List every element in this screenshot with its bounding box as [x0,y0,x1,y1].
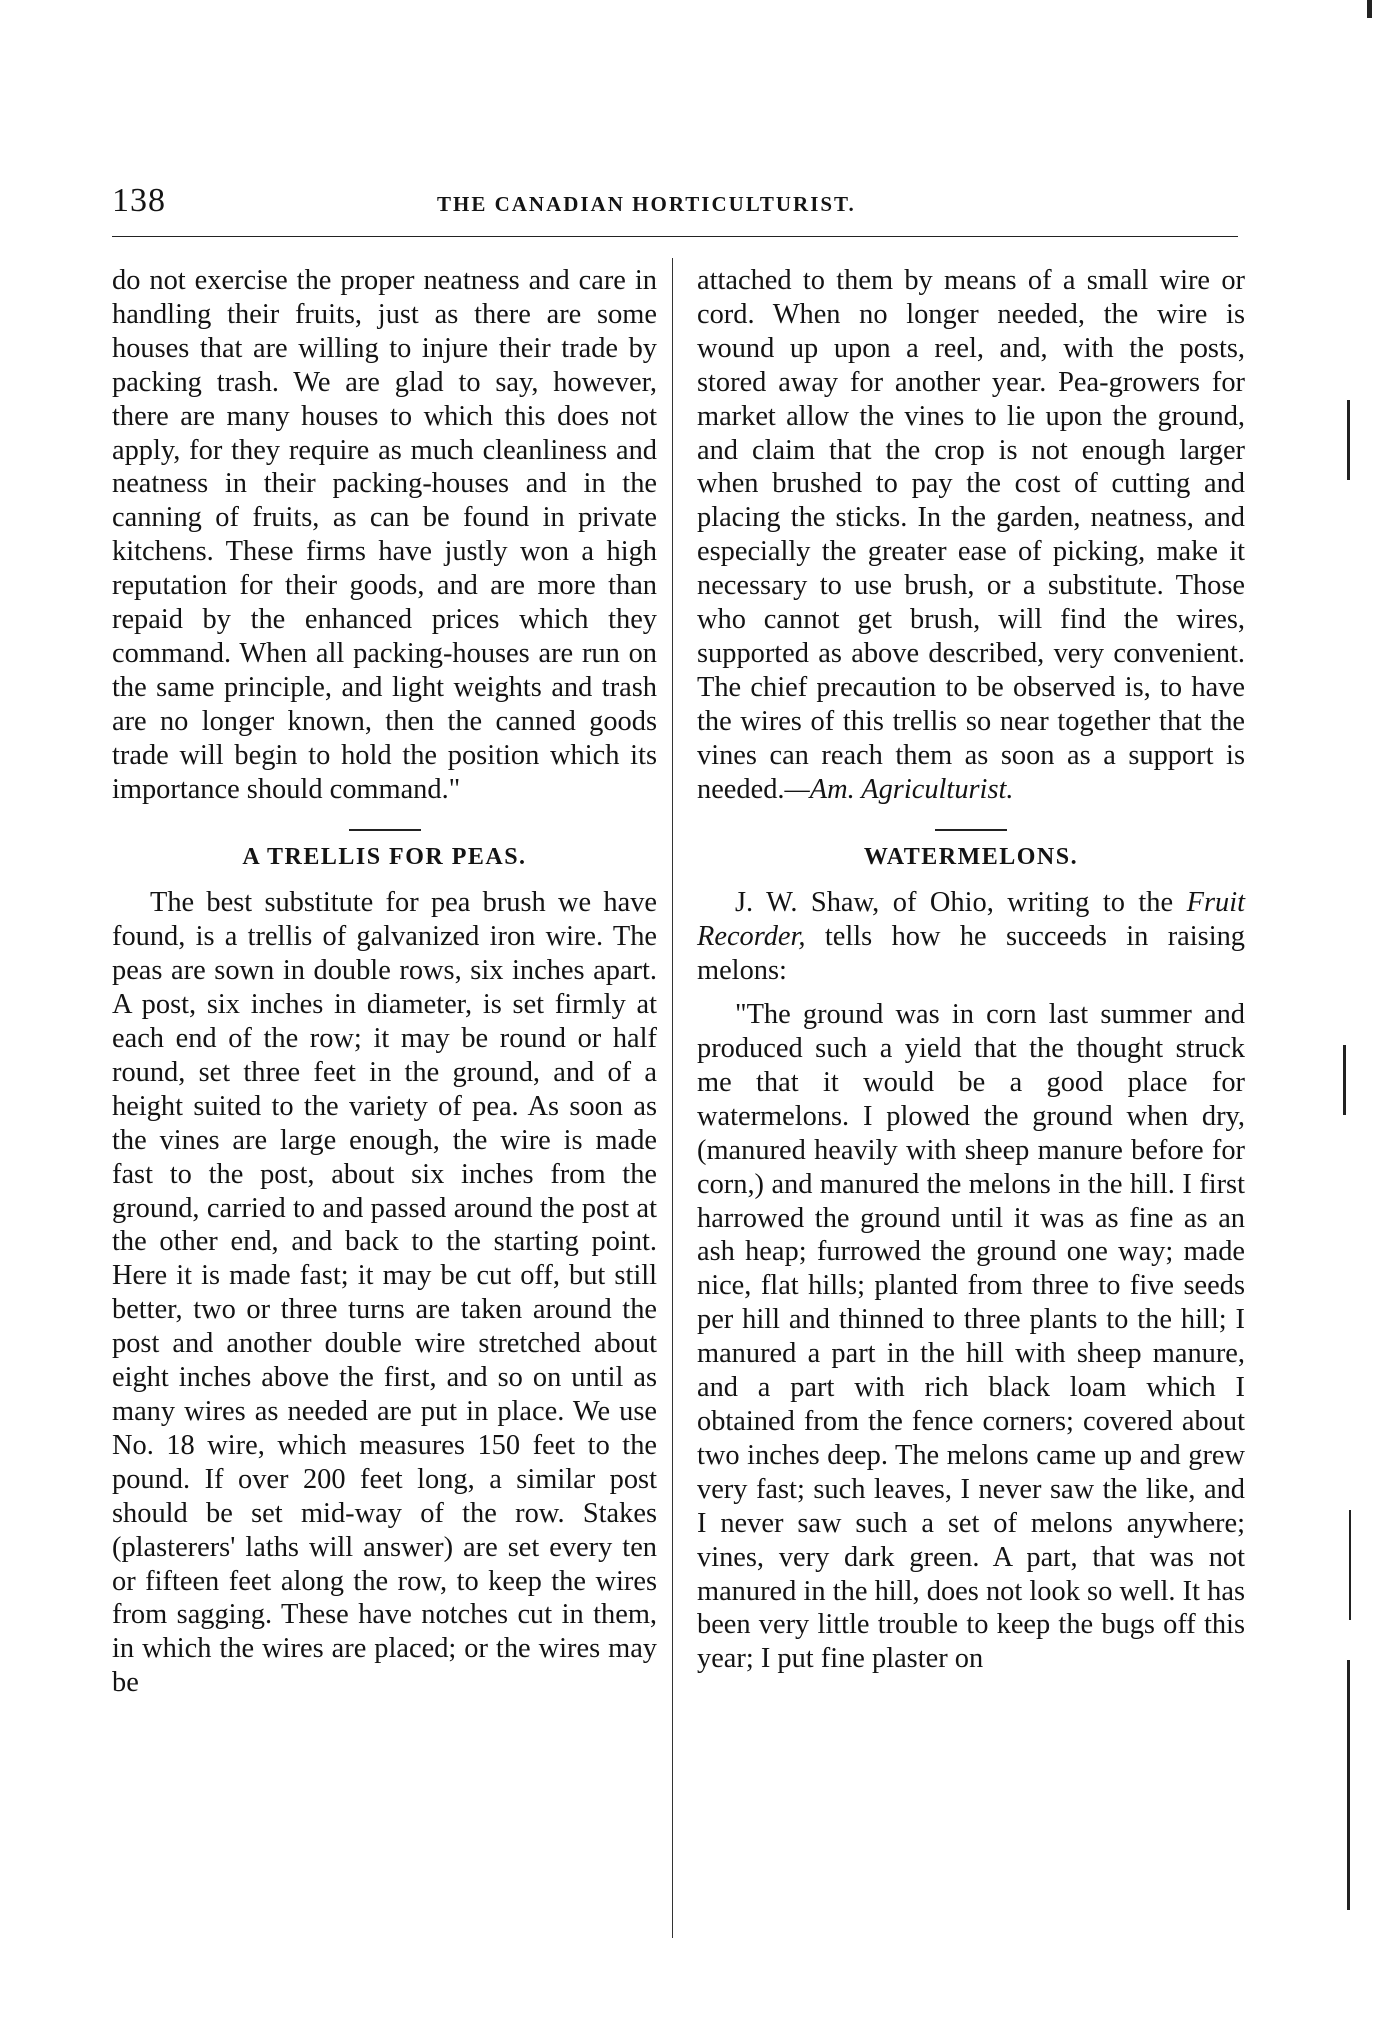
trellis-continued-paragraph [697,264,1245,807]
scan-edge-mark [1343,1045,1346,1115]
intro-source: Fruit Recorder, [697,887,1245,953]
intro-text-end: tells how he succeeds in raising melons: [697,921,1245,987]
section-rule [349,829,421,831]
running-title: THE CANADIAN HORTICULTURIST. [437,192,856,216]
trellis-paragraph: The best substitute for pea brush we have found, is a trellis of galvanized iron wire. The peas are sown in double rows, six inches apart. A post, six inches in diameter, is set firmly at each end of the row; it may be round or half round, set three feet in the ground, and of a height suited to the variety of pea. As soon as the vines are large enough, the wire is made fast to the post, about six inches from the ground, carried to and passed around the post at the other end, and back to the starting point. Here it is made fast; it may be cut off, but still better, two or three turns are taken around the post and another double wire stretched about eight inches above the first, and so on until as many wires as needed are put in place. We use No. 18 wire, which measures 150 feet to the pound. If over 200 feet long, a similar post should be set mid-way of the row. Stakes (plasterers' laths will answer) are set every ten or fifteen feet along the row, to keep the wires from sagging. These have notches cut in them, in which the wires are placed; or the wires may be [112,887,657,1699]
watermelons-quote: "The ground was in corn last summer and produced such a yield that the thought struck me that it would be a good place for watermelons. I plowed the ground when dry, (manured heavily with sheep manure before for corn,) and manured the melons in the hill. I first harrowed the ground until it was as fine as an ash heap; furrowed the ground one way; made nice, flat hills; planted from three to five seeds per hill and thinned to three plants to the hill; I manured a part in the hill with sheep manure, and a part with rich black loam which I obtained from the fence corners; covered about two inches deep. The melons came up and grew very fast; such leaves, I never saw the like, and I never saw such a set of melons anywhere; vines, very dark green. A part, that was not manured in the hill, does not look so well. It has been very little trouble to keep the bugs off this year; I put fine plaster on [697,999,1245,1675]
watermelons-intro [697,886,1245,988]
intro-text-start: J. W. Shaw, of Ohio, writing to the [735,887,1174,919]
continued-paragraph: do not exercise the proper neatness and care in handling their fruits, just as there are some houses that are willing to injure their trade by packing trash. We are glad to say, however, there are many houses to which this does not apply, for they require as much cleanliness and neatness in their packing-houses and in the canning of fruits, as can be found in private kitchens. These firms have justly won a high reputation for their goods, and are more than repaid by the enhanced prices which they command. When all packing-houses are run on the same principle, and light weights and trash are no longer known, then the canned goods trade will begin to hold the position which its importance should command." [112,265,657,805]
left-column [112,264,657,1700]
page-header [108,178,1238,228]
trellis-continued-text: attached to them by means of a small wire or cord. When no longer needed, the wire is wound up upon a reel, and, with the posts, stored away for another year. Pea-growers for market allow the vines to lie upon the ground, and claim that the crop is not enough larger when brushed to pay the cost of cutting and placing the sticks. In the garden, neatness, and especially the greater ease of picking, make it necessary to use brush, or a substitute. Those who cannot get brush, will find the wires, supported as above described, very convenient. The chief precaution to be observed is, to have the wires of this trellis so near together that the vines can reach them as soon as a support is needed. [697,265,1245,805]
page-number: 138 [112,182,166,219]
scan-edge-mark [1347,400,1350,480]
header-rule [112,236,1238,237]
watermelons-heading: WATERMELONS. [863,843,1079,870]
trellis-credit: —Am. Agriculturist. [784,773,1014,805]
scan-edge-mark [1349,1510,1351,1620]
scan-edge-mark [1347,1660,1350,1910]
section-rule [935,829,1007,831]
column-divider [672,258,673,1938]
right-column [697,264,1245,1676]
trellis-heading: A TRELLIS FOR PEAS. [242,843,527,870]
scan-edge-mark [1367,0,1372,18]
